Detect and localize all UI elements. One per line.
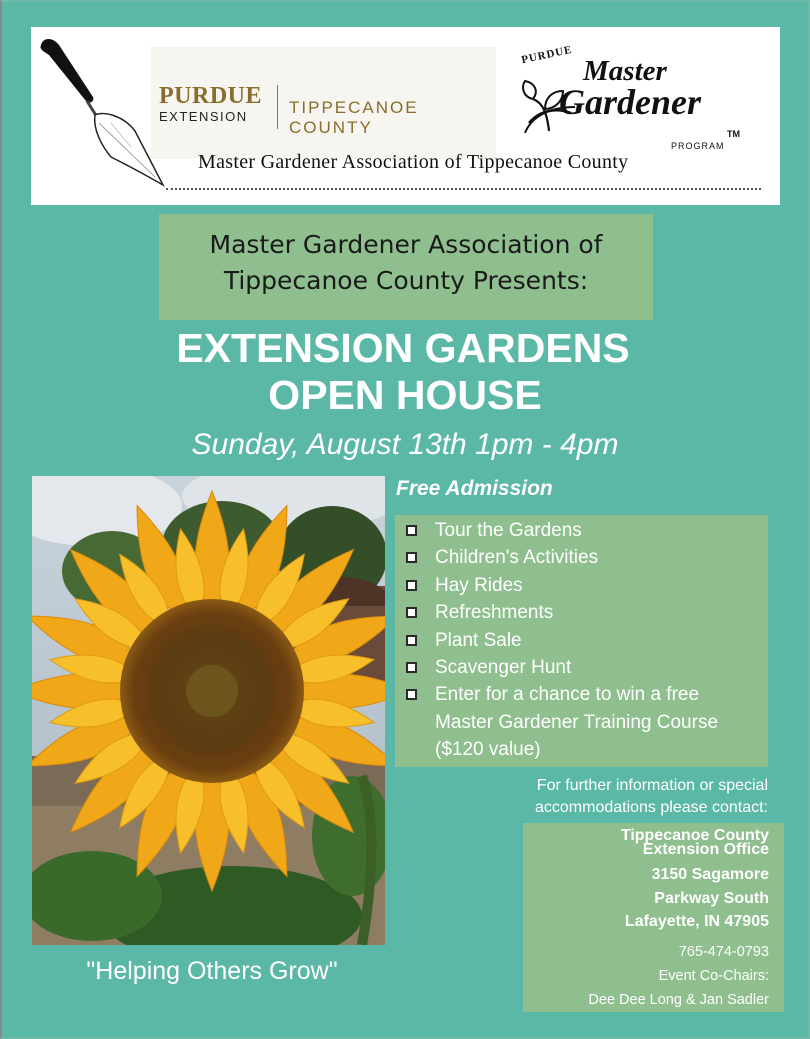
- list-item: [403, 627, 768, 654]
- header-banner: [31, 27, 780, 205]
- address: [523, 863, 769, 934]
- activity-label: Refreshments: [435, 602, 554, 624]
- activity-label: Scavenger Hunt: [435, 657, 572, 679]
- free-admission-label: Free Admission: [396, 477, 553, 500]
- square-bullet-icon: [406, 552, 417, 563]
- logo-divider: [277, 85, 278, 129]
- cochairs-label: Event Co-Chairs:: [658, 967, 769, 984]
- address-line-2: Parkway South: [654, 889, 769, 907]
- association-name: Master Gardener Association of Tippecanoe County: [198, 151, 629, 173]
- list-item: [403, 654, 768, 681]
- mg-program-label: PROGRAM: [671, 141, 725, 151]
- mg-trademark: TM: [727, 129, 740, 139]
- sunflower-photo: [32, 476, 385, 945]
- square-bullet-icon: [406, 689, 417, 700]
- event-title-line-1: EXTENSION GARDENS: [176, 325, 630, 371]
- square-bullet-icon: [406, 635, 417, 646]
- contact-intro-line-1: For further information or special: [536, 777, 768, 794]
- activities-list: [395, 515, 768, 767]
- list-item: [403, 572, 768, 599]
- event-title-line-2: OPEN HOUSE: [268, 372, 542, 418]
- square-bullet-icon: [406, 662, 417, 673]
- event-date: Sunday, August 13th 1pm - 4pm: [191, 428, 619, 461]
- master-gardener-logo: [519, 43, 749, 159]
- purdue-wordmark: PURDUE: [159, 83, 262, 109]
- presents-line-2: Tippecanoe County Presents:: [223, 266, 589, 295]
- contact-intro-line-2: accommodations please contact:: [534, 799, 768, 816]
- purdue-extension-logo: [151, 47, 496, 159]
- list-item: [403, 517, 768, 544]
- list-item: [403, 544, 768, 571]
- phone-number: 765-474-0793: [678, 943, 769, 960]
- office-name-line-2: Extension Office: [642, 841, 769, 858]
- office-name-line-1: Tippecanoe County: [620, 827, 769, 844]
- list-item: [403, 599, 768, 626]
- county-label: TIPPECANOE COUNTY: [289, 98, 419, 137]
- purdue-extension-label: EXTENSION: [159, 109, 248, 124]
- mg-master-label: Master: [583, 55, 667, 87]
- activity-label: Tour the Gardens: [435, 520, 582, 541]
- mg-gardener-label: Gardener: [559, 82, 701, 122]
- activity-label: Enter for a chance to win a free Master Gardener Training Course ($120 value): [435, 684, 719, 761]
- square-bullet-icon: [406, 607, 417, 618]
- address-line-3: Lafayette, IN 47905: [624, 913, 769, 930]
- contact-intro: [470, 775, 768, 819]
- mg-purdue-label: PURDUE: [520, 43, 574, 67]
- presents-box: [159, 214, 653, 320]
- list-item: [403, 681, 768, 763]
- contact-box: [523, 823, 784, 1012]
- activity-label: Children's Activities: [435, 547, 599, 569]
- address-line-1: 3150 Sagamore: [651, 866, 769, 883]
- square-bullet-icon: [406, 525, 417, 536]
- presents-line-1: Master Gardener Association of: [209, 230, 603, 259]
- activity-label: Hay Rides: [435, 574, 523, 596]
- trowel-icon: [31, 27, 171, 197]
- cochairs-names: Dee Dee Long & Jan Sadler: [588, 991, 769, 1008]
- activity-label: Plant Sale: [435, 629, 522, 651]
- tagline: "Helping Others Grow": [86, 957, 338, 985]
- square-bullet-icon: [406, 580, 417, 591]
- dotted-rule: [166, 188, 761, 190]
